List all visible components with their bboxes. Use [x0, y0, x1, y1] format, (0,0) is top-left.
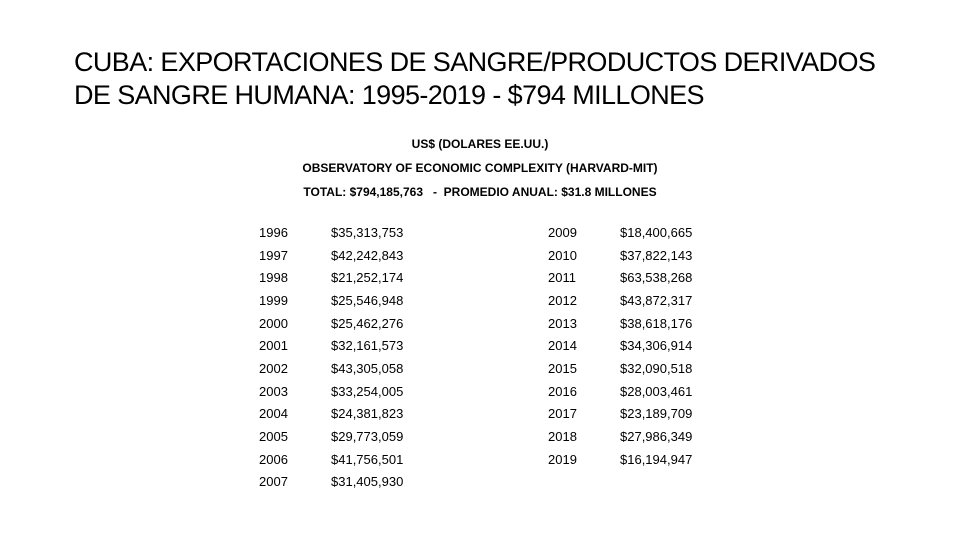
year-cell: 2003	[259, 383, 288, 399]
table-row	[259, 380, 403, 403]
table-row	[259, 334, 403, 357]
year-cell: 2000	[259, 315, 288, 331]
table-row	[548, 289, 692, 312]
year-cell: 2014	[548, 338, 577, 354]
year-cell: 2001	[259, 338, 288, 354]
table-row	[259, 448, 403, 471]
amount-cell: $16,194,947	[620, 451, 693, 467]
slide-title-line-2: DE SANGRE HUMANA: 1995-2019 - $794 MILLONES	[74, 80, 704, 110]
table-row	[548, 244, 692, 267]
amount-cell: $34,306,914	[620, 338, 693, 354]
table-row	[548, 448, 692, 471]
year-cell: 2016	[548, 383, 577, 399]
year-cell: 1998	[259, 270, 288, 286]
year-cell: 2011	[548, 270, 576, 286]
table-row	[259, 312, 403, 335]
amount-cell: $24,381,823	[331, 406, 404, 422]
year-cell: 2004	[259, 406, 288, 422]
year-cell: 2015	[548, 360, 577, 376]
table-row	[548, 403, 692, 426]
year-cell: 2019	[548, 451, 577, 467]
amount-cell: $63,538,268	[620, 270, 693, 286]
amount-cell: $25,462,276	[331, 315, 404, 331]
year-cell: 2007	[259, 474, 288, 490]
year-cell: 2012	[548, 292, 577, 308]
amount-cell: $32,161,573	[331, 338, 404, 354]
amount-cell: $33,254,005	[331, 383, 404, 399]
year-cell: 2010	[548, 247, 577, 263]
table-row	[548, 425, 692, 448]
table-row	[259, 289, 403, 312]
year-cell: 2017	[548, 406, 577, 422]
subtitle-block	[0, 132, 960, 204]
source-note: OBSERVATORY OF ECONOMIC COMPLEXITY (HARVARD-MIT)	[302, 161, 658, 175]
table-row	[548, 357, 692, 380]
amount-cell: $38,618,176	[620, 315, 693, 331]
year-cell: 2013	[548, 315, 577, 331]
amount-cell: $31,405,930	[331, 474, 404, 490]
amount-cell: $42,242,843	[331, 247, 404, 263]
year-cell: 2009	[548, 224, 577, 240]
table-row	[548, 334, 692, 357]
amount-cell: $43,872,317	[620, 292, 693, 308]
year-cell: 1996	[259, 224, 288, 240]
table-row	[259, 244, 403, 267]
year-cell: 1999	[259, 292, 288, 308]
amount-cell: $43,305,058	[331, 360, 404, 376]
total-summary: TOTAL: $794,185,763 - PROMEDIO ANUAL: $31.8 MILLONES	[303, 185, 657, 199]
currency-note: US$ (DOLARES EE.UU.)	[411, 137, 549, 151]
table-right-column	[548, 221, 692, 471]
year-cell: 2002	[259, 360, 288, 376]
table-row	[259, 471, 403, 494]
table-row	[259, 425, 403, 448]
amount-cell: $32,090,518	[620, 360, 693, 376]
table-row	[259, 403, 403, 426]
amount-cell: $18,400,665	[620, 224, 693, 240]
year-cell: 2006	[259, 451, 288, 467]
year-cell: 2018	[548, 429, 577, 445]
amount-cell: $41,756,501	[331, 451, 404, 467]
table-row	[259, 357, 403, 380]
table-row	[548, 312, 692, 335]
year-cell: 1997	[259, 247, 288, 263]
amount-cell: $25,546,948	[331, 292, 404, 308]
slide-title	[74, 46, 914, 112]
table-left-column	[259, 221, 403, 493]
amount-cell: $27,986,349	[620, 429, 693, 445]
table-row	[548, 380, 692, 403]
table-row	[259, 221, 403, 244]
table-row	[548, 221, 692, 244]
amount-cell: $21,252,174	[331, 270, 404, 286]
amount-cell: $28,003,461	[620, 383, 693, 399]
amount-cell: $29,773,059	[331, 429, 404, 445]
table-row	[259, 266, 403, 289]
slide-title-line-1: CUBA: EXPORTACIONES DE SANGRE/PRODUCTOS DERIVADOS	[74, 47, 876, 77]
year-cell: 2005	[259, 429, 288, 445]
table-row	[548, 266, 692, 289]
amount-cell: $23,189,709	[620, 406, 693, 422]
amount-cell: $35,313,753	[331, 224, 404, 240]
amount-cell: $37,822,143	[620, 247, 693, 263]
